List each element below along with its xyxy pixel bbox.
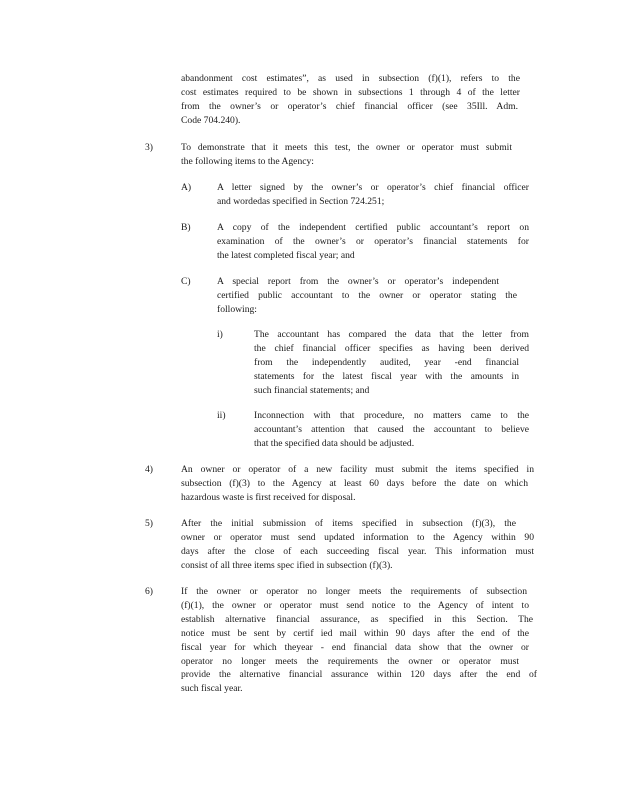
item-4-label: 4) — [145, 464, 153, 475]
item-3c-i-label: i) — [217, 329, 223, 340]
text-line: such financial statements; and — [254, 384, 370, 396]
item-5-paragraph — [181, 517, 534, 573]
item-3c-ii-label: ii) — [217, 410, 226, 421]
text-line: days after the close of each succeeding fiscal year. This information must — [181, 545, 534, 557]
text-line: hazardous waste is first received for disposal. — [181, 491, 356, 503]
item-6-label: 6) — [145, 586, 153, 597]
text-line: cost estimates required to be shown in subsections 1 through 4 of the letter — [181, 86, 520, 98]
text-line: A copy of the independent certified public accountant’s report on — [217, 222, 529, 233]
item-3b-label: B) — [181, 222, 191, 233]
text-line: A special report from the owner’s or operator’s independent — [217, 276, 499, 287]
text-line: A letter signed by the owner’s or operator’s chief financial officer — [217, 182, 529, 193]
text-line: Inconnection with that procedure, no matters came to the — [254, 410, 529, 421]
item-3-label: 3) — [145, 142, 153, 153]
text-line: and wordedas specified in Section 724.251; — [217, 195, 385, 207]
item-3c-i-paragraph — [254, 328, 529, 398]
text-line: accountant’s attention that caused the accountant to believe — [254, 423, 529, 435]
text-line: statements for the latest fiscal year with the amounts in — [254, 370, 519, 382]
text-line: operator no longer meets the requirements the owner or operator must — [181, 655, 519, 667]
item-3a-label: A) — [181, 182, 192, 193]
item-3a-paragraph — [217, 181, 529, 209]
text-line: from the independently audited, year -end financial — [254, 356, 519, 368]
text-line: subsection (f)(3) to the Agency at least 60 days before the date on which — [181, 477, 528, 489]
item-3c-paragraph — [217, 275, 517, 317]
text-line: consist of all three items spec ified in subsection (f)(3). — [181, 559, 393, 571]
text-line: from the owner’s or operator’s chief financial officer (see 35Ill. Adm. — [181, 100, 518, 112]
text-line: certified public accountant to the owner or operator stating the — [217, 289, 517, 301]
intro-paragraph — [181, 72, 520, 128]
text-line: that the specified data should be adjusted. — [254, 437, 415, 449]
text-line: Code 704.240). — [181, 114, 241, 126]
text-line: such fiscal year. — [181, 683, 243, 695]
item-3b-paragraph — [217, 221, 529, 263]
item-6-paragraph — [181, 585, 537, 696]
item-4-paragraph — [181, 463, 534, 505]
item-5-label: 5) — [145, 518, 153, 529]
text-line: the latest completed fiscal year; and — [217, 249, 355, 261]
item-3c-label: C) — [181, 276, 191, 287]
text-line: following: — [217, 303, 257, 315]
text-line: owner or operator must send updated information to the Agency within 90 — [181, 531, 534, 543]
text-line: examination of the owner’s or operator’s financial statements for — [217, 235, 529, 247]
text-line: After the initial submission of items specified in subsection (f)(3), the — [181, 518, 516, 529]
text-line: To demonstrate that it meets this test, the owner or operator must submit — [181, 142, 512, 153]
item-3-paragraph — [181, 141, 520, 169]
text-line: fiscal year for which theyear - end financial data show that the owner or — [181, 641, 529, 653]
text-line: establish alternative financial assurance, as specified in this Section. The — [181, 613, 533, 625]
text-line: An owner or operator of a new facility must submit the items specified in — [181, 464, 534, 475]
text-line: the chief financial officer specifies as having been derived — [254, 342, 529, 354]
text-line: The accountant has compared the data that the letter from — [254, 329, 529, 340]
text-line: notice must be sent by certif ied mail within 90 days after the end of the — [181, 627, 529, 639]
item-3c-ii-paragraph — [254, 409, 529, 451]
text-line: provide the alternative financial assurance within 120 days after the end of — [181, 669, 537, 681]
text-line: the following items to the Agency: — [181, 155, 314, 167]
text-line: If the owner or operator no longer meets the requirements of subsection — [181, 586, 527, 597]
text-line: abandonment cost estimates”, as used in subsection (f)(1), refers to the — [181, 73, 520, 84]
text-line: (f)(1), the owner or operator must send notice to the Agency of intent to — [181, 599, 529, 611]
